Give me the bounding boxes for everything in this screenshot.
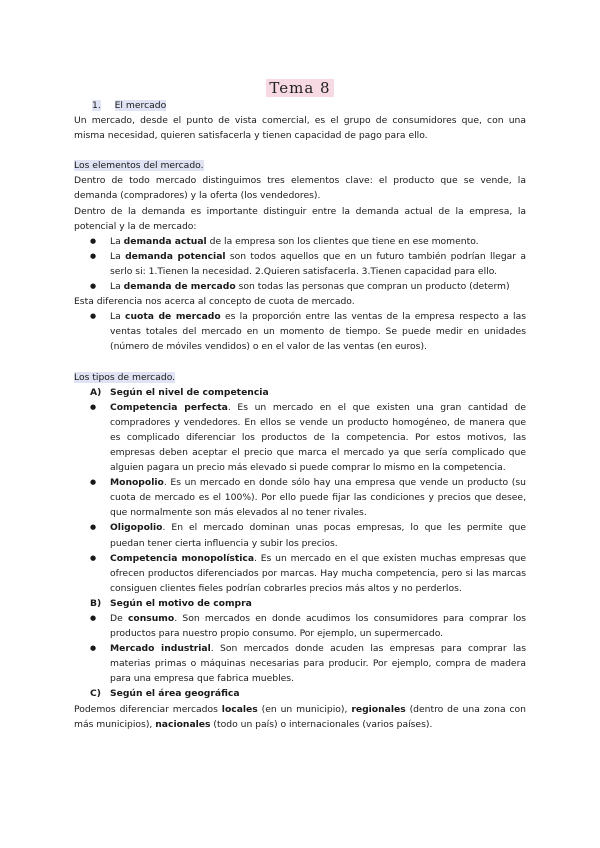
- subsection-b-letter: B): [90, 597, 102, 609]
- list-item: ● Oligopolio. En el mercado dominan unas pocas empresas, lo que les permite que puedan tener cierta influencia y subir los precios.: [74, 520, 526, 550]
- section-2-p3: Esta diferencia nos acerca al concepto de cuota de mercado.: [74, 296, 355, 308]
- subsection-a-letter: A): [90, 386, 102, 398]
- section-3-heading: [74, 370, 526, 385]
- cuota-list: [74, 309, 526, 354]
- page-title: Tema 8: [266, 79, 333, 97]
- section-1-paragraph: Un mercado, desde el punto de vista comercial, es el grupo de consumidores que, con una misma necesidad, quieren satisfacerla y tienen capacidad de pago para ello.: [74, 115, 526, 142]
- purchase-motive-list: [74, 611, 526, 686]
- subsection-c-heading: [74, 686, 526, 701]
- page-title-wrap: [0, 78, 600, 97]
- section-2-heading: [74, 158, 526, 173]
- demand-list: [74, 234, 526, 294]
- subsection-c-letter: C): [90, 688, 101, 700]
- list-item: ● Mercado industrial. Son mercados donde acuden las empresas para comprar las materias primas o máquinas necesarias para producir. Por ejemplo, compra de madera para una empresa que fabrica muebles.: [74, 641, 526, 686]
- list-item: ● De consumo. Son mercados en donde acudimos los consumidores para comprar los productos para nuestro propio consumo. Por ejemplo, un supermercado.: [74, 611, 526, 641]
- list-item: ● La demanda actual de la empresa son los clientes que tiene en ese momento.: [74, 234, 526, 249]
- subsection-c-title: Según el área geográfica: [110, 688, 240, 700]
- competition-list: [74, 400, 526, 596]
- geographic-paragraph: Podemos diferenciar mercados locales (en un municipio), regionales (dentro de una zona con más municipios), nacionales (todo un país) o internacionales (varios países).: [74, 703, 527, 730]
- list-item: ● La cuota de mercado es la proporción entre las ventas de la empresa respecto a las ventas totales del mercado en un momento de tiempo. Se puede medir en unidades (número de móviles vendidos) o en el valor de las ventas (en euros).: [74, 309, 526, 354]
- section-1-heading: [74, 98, 526, 113]
- subsection-b-title: Según el motivo de compra: [110, 597, 252, 609]
- section-2-p2: Dentro de la demanda es importante distinguir entre la demanda actual de la empresa, la potencial y la de mercado:: [74, 205, 526, 232]
- section-1-title: El mercado: [114, 100, 167, 111]
- document-body: [74, 98, 526, 732]
- section-2-title: Los elementos del mercado.: [74, 160, 204, 172]
- list-item: ● Competencia monopolística. Es un mercado en el que existen muchas empresas que ofrecen productos diferenciados por marcas. Hay mucha competencia, pero si las marcas consiguen clientes fieles podrían cobrarles precios más altos y no perderlos.: [74, 551, 526, 596]
- subsection-b-heading: [74, 596, 526, 611]
- subsection-a-heading: [74, 385, 526, 400]
- list-item: ● Monopolio. Es un mercado en donde sólo hay una empresa que vende un producto (su cuota de mercado es el 100%). Por ello puede fijar las condiciones y precios que desee, que normalmente son más elevados al no tener rivales.: [74, 475, 526, 520]
- section-2-p1: Dentro de todo mercado distinguimos tres elementos clave: el producto que se vende, la demanda (compradores) y la oferta (los vendedores).: [74, 175, 526, 202]
- list-item: ● Competencia perfecta. Es un mercado en el que existen una gran cantidad de compradores y vendedores. En ellos se vende un producto homogéneo, de manera que es complicado diferenciar los productos de la competencia. Por estos motivos, las empresas deben aceptar el precio que marca el mercado ya que sería complicado que alguien pagara un precio más elevado si puede comprar lo mismo en la competencia.: [74, 400, 526, 475]
- list-item: ● La demanda de mercado son todas las personas que compran un producto (determ): [74, 279, 526, 294]
- section-3-title: Los tipos de mercado.: [74, 371, 176, 383]
- subsection-a-title: Según el nivel de competencia: [110, 386, 269, 398]
- section-1-number: 1.: [92, 100, 101, 111]
- list-item: ● La demanda potencial son todos aquellos que en un futuro también podrían llegar a serlo si: 1.Tienen la necesidad. 2.Quieren satisfacerla. 3.Tienen capacidad para ello.: [74, 249, 526, 279]
